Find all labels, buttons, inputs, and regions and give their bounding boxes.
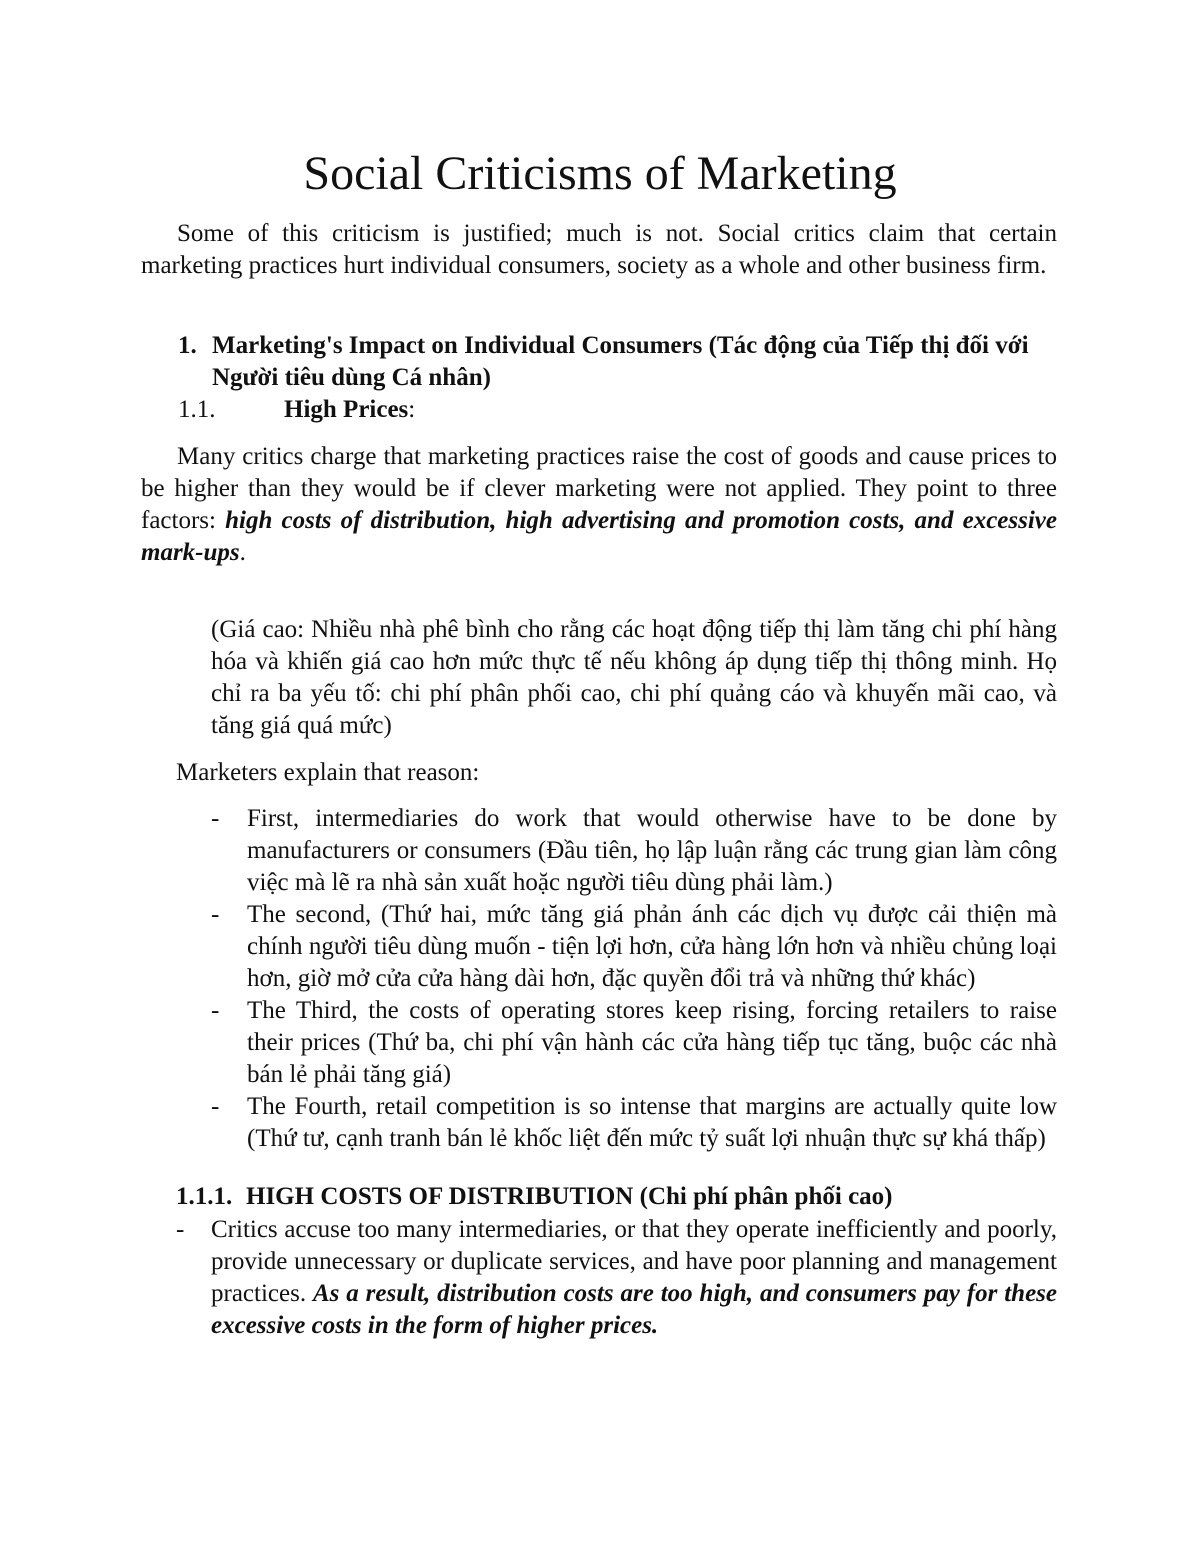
reasons-list bbox=[141, 803, 1057, 1155]
dash-bullet: - bbox=[211, 1093, 220, 1120]
section-1-number: 1. bbox=[178, 332, 197, 359]
distribution-item bbox=[176, 1214, 1057, 1342]
section-1-1-number: 1.1. bbox=[178, 396, 216, 423]
distribution-emphasis: As a result, distribution costs are too high, and consumers pay for these excessive costs in the form of higher prices. bbox=[211, 1280, 1057, 1339]
reason-text-2: The second, (Thứ hai, mức tăng giá phản ánh các dịch vụ được cải thiện mà chính người tiêu dùng muốn - tiện lợi hơn, cửa hàng lớn hơn và nhiều chủng loại hơn, giờ mở cửa cửa hàng dài hơn, đặc quyền đổi trả và những thứ khác) bbox=[247, 901, 1057, 992]
distribution-text: Critics accuse too many intermediaries, or that they operate inefficiently and poorly, provide unnecessary or duplicate services, and have poor planning and management practices. bbox=[211, 1216, 1057, 1307]
high-prices-end: . bbox=[239, 539, 246, 566]
dash-bullet: - bbox=[176, 1216, 185, 1243]
distribution-list bbox=[141, 1214, 1057, 1342]
dash-bullet: - bbox=[211, 901, 220, 928]
intro-paragraph: Some of this criticism is justified; much is not. Social critics claim that certain marketing practices hurt individual consumers, society as a whole and other business firm. bbox=[141, 220, 1057, 279]
section-1-1-title: High Prices bbox=[284, 396, 409, 423]
reason-item-1 bbox=[211, 803, 1057, 899]
high-prices-paragraph bbox=[141, 441, 1057, 569]
reason-item-2 bbox=[211, 899, 1057, 995]
section-1-1-1-title: HIGH COSTS OF DISTRIBUTION (Chi phí phân phối cao) bbox=[246, 1183, 893, 1210]
reason-text-1: First, intermediaries do work that would otherwise have to be done by manufacturers or consumers (Đầu tiên, họ lập luận rằng các trung gian làm công việc mà lẽ ra nhà sản xuất hoặc người tiêu dùng phải làm.) bbox=[247, 805, 1057, 896]
reason-text-4: The Fourth, retail competition is so intense that margins are actually quite low (Thứ tư, cạnh tranh bán lẻ khốc liệt đến mức tỷ suất lợi nhuận thực sự khá thấp) bbox=[247, 1093, 1057, 1152]
reason-item-3 bbox=[211, 995, 1057, 1091]
reason-text-3: The Third, the costs of operating stores keep rising, forcing retailers to raise their prices (Thứ ba, chi phí vận hành các cửa hàng tiếp tục tăng, buộc các nhà bán lẻ phải tăng giá) bbox=[247, 997, 1057, 1088]
page-title: Social Criticisms of Marketing bbox=[303, 147, 897, 200]
section-1-1-colon: : bbox=[408, 396, 416, 423]
vietnamese-paragraph: (Giá cao: Nhiều nhà phê bình cho rằng các hoạt động tiếp thị làm tăng chi phí hàng hóa và khiến giá cao hơn mức thực tế nếu không áp dụng tiếp thị thông minh. Họ chỉ ra ba yếu tố: chi phí phân phối cao, chi phí quảng cáo và khuyến mãi cao, và tăng giá quá mức) bbox=[211, 616, 1057, 739]
reason-item-4 bbox=[211, 1091, 1057, 1155]
high-prices-text: Many critics charge that marketing practices raise the cost of goods and cause prices to be higher than they would be if clever marketing were not applied. They point to three factors: bbox=[141, 443, 1057, 534]
high-prices-emphasis: high costs of distribution, high advertising and promotion costs, and excessive mark-ups bbox=[141, 507, 1057, 566]
section-1-title: Marketing's Impact on Individual Consumers (Tác động của Tiếp thị đối với Người tiêu dùng Cá nhân) bbox=[212, 332, 1029, 391]
section-1-1-1-number: 1.1.1. bbox=[176, 1183, 233, 1210]
marketers-explain: Marketers explain that reason: bbox=[176, 759, 480, 786]
dash-bullet: - bbox=[211, 997, 220, 1024]
dash-bullet: - bbox=[211, 805, 220, 832]
